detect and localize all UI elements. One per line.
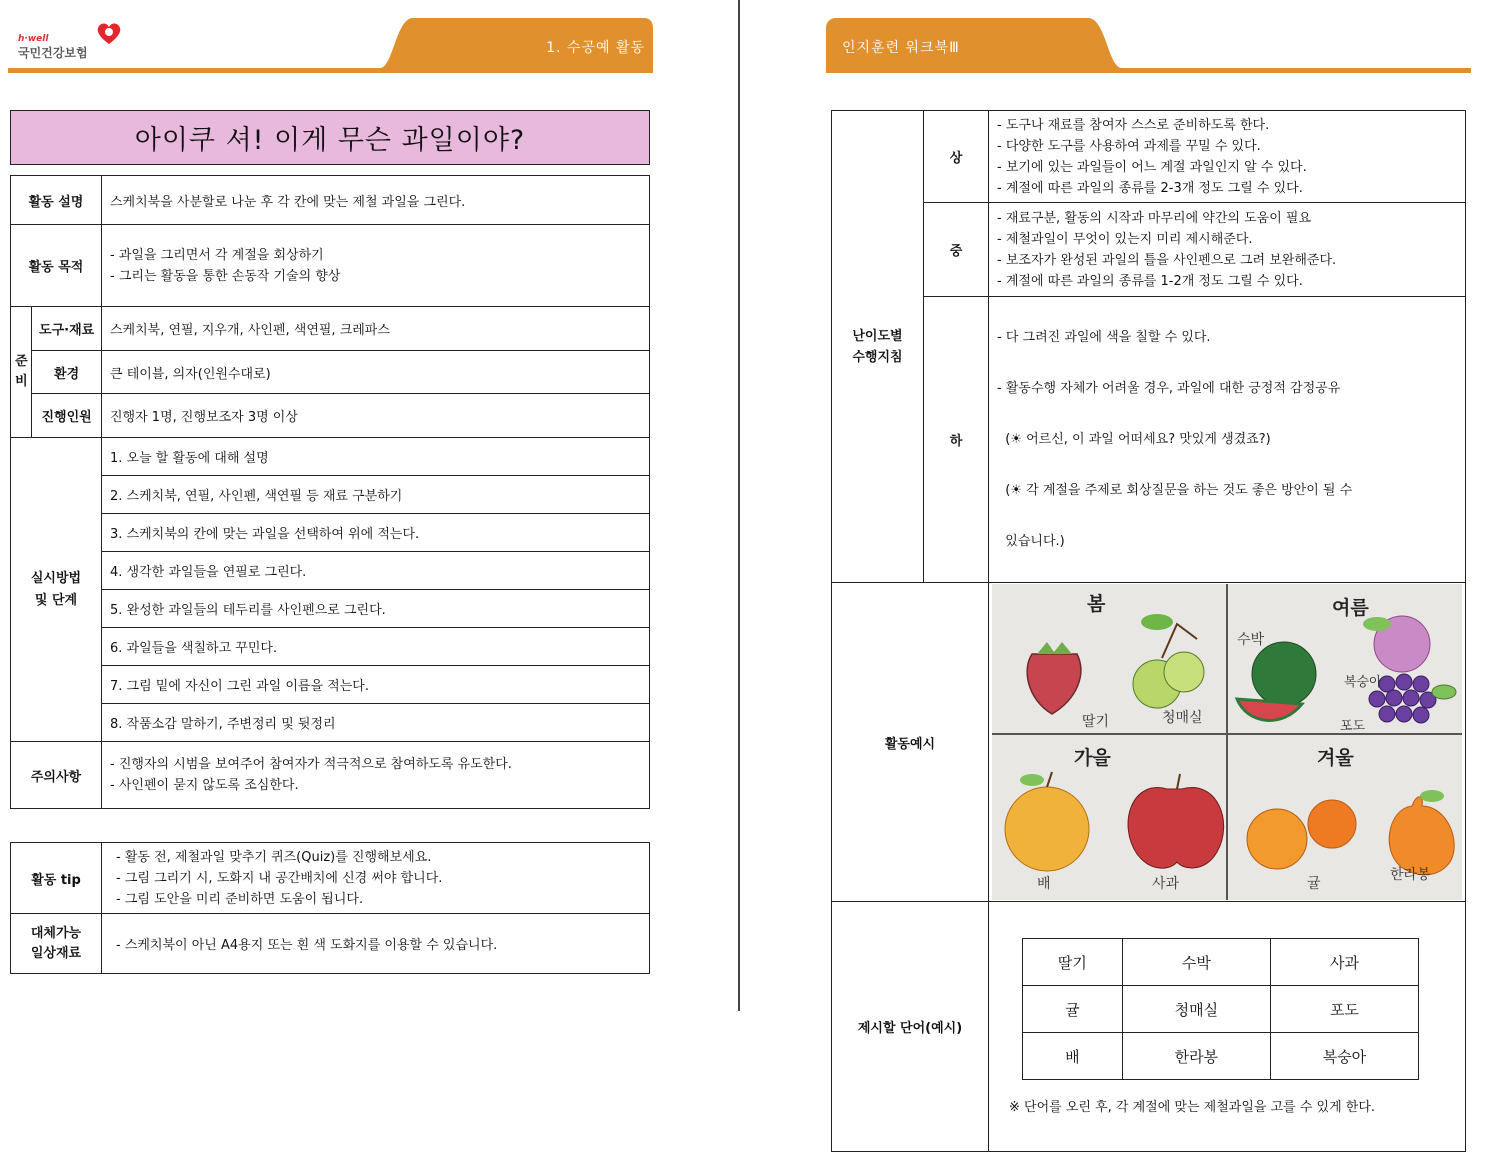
level-line: - 계절에 따른 과일의 종류를 1-2개 정도 그릴 수 있다. <box>997 273 1303 289</box>
section-title: 1. 수공예 활동 <box>546 40 645 56</box>
level-label-line: 난이도별 <box>852 328 903 344</box>
caution-label: 주의사항 <box>11 742 102 809</box>
desc-label: 활동 설명 <box>11 176 102 225</box>
example-cell <box>989 583 1466 902</box>
fruit-label: 수박 <box>1237 632 1265 648</box>
steps-label-line: 및 단계 <box>34 592 78 608</box>
words-label: 제시할 단어(예시) <box>832 902 989 1152</box>
tip-label: 활동 tip <box>11 843 102 914</box>
words-cell <box>989 902 1466 1152</box>
word-cell: 복숭아 <box>1270 1033 1418 1080</box>
alt-label-line: 대체가능 <box>30 925 82 941</box>
tip-line: - 그림 도안을 미리 준비하면 도움이 됩니다. <box>116 891 364 907</box>
season-label: 겨울 <box>1317 747 1354 769</box>
step-item: 1. 오늘 할 활동에 대해 설명 <box>102 438 650 476</box>
level-line: - 제철과일이 무엇이 있는지 미리 제시해준다. <box>997 231 1253 247</box>
purpose-line: - 과일을 그리면서 각 계절을 회상하기 <box>110 247 324 263</box>
desc-text: 스케치북을 사분할로 나눈 후 각 칸에 맞는 제철 과일을 그린다. <box>102 176 650 225</box>
tip-line: - 그림 그리기 시, 도화지 내 공간배치에 신경 써야 합니다. <box>116 870 443 886</box>
level-line: - 보조자가 완성된 과일의 틀을 사인펜으로 그려 보완해준다. <box>997 252 1337 268</box>
page-title <box>10 110 650 165</box>
caution-line: - 진행자의 시범을 보여주어 참여자가 적극적으로 참여하도록 유도한다. <box>110 757 512 772</box>
alt-text: - 스케치북이 아닌 A4용지 또는 흰 색 도화지를 이용할 수 있습니다. <box>102 914 650 974</box>
tip-text <box>102 843 650 914</box>
step-item: 5. 완성한 과일들의 테두리를 사인펜으로 그린다. <box>102 590 650 628</box>
alt-label-line: 일상재료 <box>30 945 82 961</box>
word-cell: 수박 <box>1122 939 1270 986</box>
level-line: - 보기에 있는 과일들이 어느 계절 과일인지 알 수 있다. <box>997 159 1307 175</box>
level-name: 상 <box>924 111 989 203</box>
step-item: 7. 그림 밑에 자신이 그린 과일 이름을 적는다. <box>102 666 650 704</box>
word-cell: 딸기 <box>1023 939 1123 986</box>
page-title-text: 아이쿠 셔! 이게 무슨 과일이야? <box>134 125 526 156</box>
logo-main-text: 국민건강보험 <box>18 46 88 60</box>
steps-label-line: 실시방법 <box>30 570 82 586</box>
words-note: ※ 단어를 오린 후, 각 계절에 맞는 제철과일을 고를 수 있게 한다. <box>1009 1100 1376 1115</box>
staff-text: 진행자 1명, 진행보조자 3명 이상 <box>102 394 650 438</box>
fruit-label: 포도 <box>1340 719 1366 734</box>
step-item: 6. 과일들을 색칠하고 꾸민다. <box>102 628 650 666</box>
step-item: 3. 스케치북의 칸에 맞는 과일을 선택하여 위에 적는다. <box>102 514 650 552</box>
steps-label <box>11 438 102 742</box>
activity-table <box>10 175 650 809</box>
purpose-line: - 그리는 활동을 통한 손동작 기술의 향상 <box>110 268 341 284</box>
level-line: - 재료구분, 활동의 시작과 마무리에 약간의 도움이 필요 <box>997 210 1312 226</box>
caution-text <box>102 742 650 809</box>
step-item: 2. 스케치북, 연필, 사인펜, 색연필 등 재료 구분하기 <box>102 476 650 514</box>
logo-small-text: h·well <box>18 34 49 44</box>
level-label-line: 수행지침 <box>852 349 903 365</box>
level-line: - 활동수행 자체가 어려울 경우, 과일에 대한 긍정적 감정공유 <box>997 381 1341 396</box>
season-label: 여름 <box>1332 597 1369 619</box>
level-name: 중 <box>924 203 989 297</box>
workbook-title: 인지훈련 워크북Ⅲ <box>842 40 960 56</box>
level-lines <box>989 203 1466 297</box>
example-label: 활동예시 <box>832 583 989 902</box>
season-label: 가을 <box>1074 747 1111 769</box>
word-grid <box>1022 938 1419 1080</box>
purpose-label: 활동 목적 <box>11 225 102 307</box>
prep-label-text: 준비 <box>15 354 28 389</box>
level-line: (☀ 어르신, 이 과일 어떠세요? 맛있게 생겼죠?) <box>997 432 1271 447</box>
fruit-label: 딸기 <box>1082 714 1110 730</box>
level-line: - 다양한 도구를 사용하여 과제를 꾸밀 수 있다. <box>997 138 1261 154</box>
word-cell: 청매실 <box>1122 986 1270 1033</box>
alt-label <box>11 914 102 974</box>
fruit-label: 배 <box>1037 876 1051 892</box>
level-line: (☀ 각 계절을 주제로 회상질문을 하는 것도 좋은 방안이 될 수 <box>997 483 1353 498</box>
staff-label: 진행인원 <box>32 394 102 438</box>
guide-table <box>831 110 1466 1152</box>
level-line: - 계절에 따른 과일의 종류를 2-3개 정도 그릴 수 있다. <box>997 180 1303 196</box>
step-item: 8. 작품소감 말하기, 주변정리 및 뒷정리 <box>102 704 650 742</box>
fruit-label: 사과 <box>1152 876 1180 892</box>
tools-text: 스케치북, 연필, 지우개, 사인펜, 색연필, 크레파스 <box>102 307 650 351</box>
fruit-label: 한라봉 <box>1390 867 1431 883</box>
tip-line: - 활동 전, 제철과일 맞추기 퀴즈(Quiz)를 진행해보세요. <box>116 849 432 865</box>
word-cell: 배 <box>1023 1033 1123 1080</box>
season-label: 봄 <box>1087 593 1106 615</box>
level-line: - 다 그려진 과일에 색을 칠할 수 있다. <box>997 330 1211 345</box>
fruit-drawing <box>992 584 1462 900</box>
word-cell: 귤 <box>1023 986 1123 1033</box>
prep-label <box>11 307 32 438</box>
page-divider <box>738 0 740 1011</box>
word-cell: 포도 <box>1270 986 1418 1033</box>
word-cell: 사과 <box>1270 939 1418 986</box>
env-text: 큰 테이블, 의자(인원수대로) <box>102 351 650 394</box>
tools-label: 도구·재료 <box>32 307 102 351</box>
step-item: 4. 생각한 과일들을 연필로 그린다. <box>102 552 650 590</box>
purpose-text <box>102 225 650 307</box>
level-line: 있습니다.) <box>997 534 1065 549</box>
tip-table <box>10 842 650 974</box>
fruit-label: 청매실 <box>1162 710 1203 726</box>
caution-line: - 사인펜이 묻지 않도록 조심한다. <box>110 778 299 793</box>
level-name: 하 <box>924 297 989 583</box>
level-label <box>832 111 924 583</box>
word-cell: 한라봉 <box>1122 1033 1270 1080</box>
env-label: 환경 <box>32 351 102 394</box>
level-lines <box>989 297 1466 583</box>
fruit-label: 귤 <box>1307 876 1321 892</box>
level-lines <box>989 111 1466 203</box>
level-line: - 도구나 재료를 참여자 스스로 준비하도록 한다. <box>997 117 1270 133</box>
fruit-label: 복숭아 <box>1344 675 1382 690</box>
